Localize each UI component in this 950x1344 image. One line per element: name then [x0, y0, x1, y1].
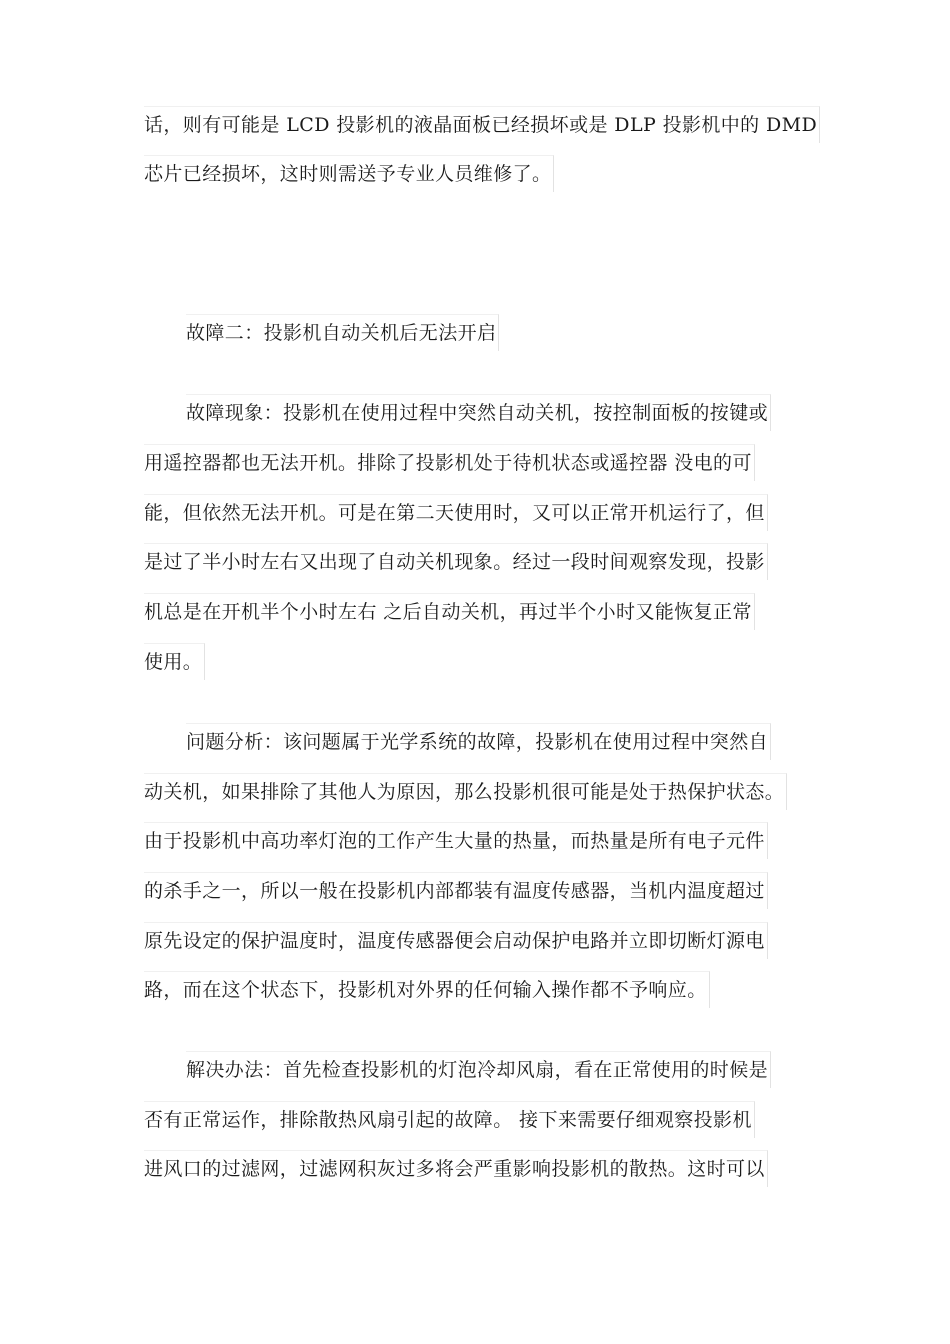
analysis-paragraph-line-3: 由于投影机中高功率灯泡的工作产生大量的热量，而热量是所有电子元件: [144, 822, 768, 859]
solution-paragraph-line-2: 否有正常运作，排除散热风扇引起的故障。 接下来需要仔细观察投影机: [144, 1101, 755, 1138]
symptom-paragraph-line-3: 能，但依然无法开机。可是在第二天使用时，又可以正常开机运行了，但: [144, 494, 768, 531]
analysis-paragraph-line-1: 问题分析：该问题属于光学系统的故障，投影机在使用过程中突然自: [186, 723, 771, 760]
analysis-paragraph-line-5: 原先设定的保护温度时，温度传感器便会启动保护电路并立即切断灯源电: [144, 922, 768, 959]
solution-paragraph-line-3: 进风口的过滤网，过滤网积灰过多将会严重影响投影机的散热。这时可以: [144, 1150, 768, 1187]
symptom-paragraph-line-4: 是过了半小时左右又出现了自动关机现象。经过一段时间观察发现，投影: [144, 543, 768, 580]
section-heading-fault-two: 故障二：投影机自动关机后无法开启: [186, 314, 499, 351]
symptom-paragraph-line-1: 故障现象：投影机在使用过程中突然自动关机，按控制面板的按键或: [186, 394, 771, 431]
analysis-paragraph-line-2: 动关机，如果排除了其他人为原因，那么投影机很可能是处于热保护状态。: [144, 773, 787, 810]
analysis-paragraph-line-6: 路，而在这个状态下，投影机对外界的任何输入操作都不予响应。: [144, 971, 710, 1008]
solution-paragraph-line-1: 解决办法：首先检查投影机的灯泡冷却风扇，看在正常使用的时候是: [186, 1051, 771, 1088]
analysis-paragraph-line-4: 的杀手之一，所以一般在投影机内部都装有温度传感器，当机内温度超过: [144, 872, 768, 909]
symptom-paragraph-line-2: 用遥控器都也无法开机。排除了投影机处于待机状态或遥控器 没电的可: [144, 444, 755, 481]
paragraph-1-line-2: 芯片已经损坏，这时则需送予专业人员维修了。: [144, 155, 554, 192]
symptom-paragraph-line-6: 使用。: [144, 643, 205, 680]
paragraph-1-line-1: 话，则有可能是 LCD 投影机的液晶面板已经损坏或是 DLP 投影机中的 DMD: [144, 106, 820, 143]
symptom-paragraph-line-5: 机总是在开机半个小时左右 之后自动关机，再过半个小时又能恢复正常: [144, 593, 755, 630]
